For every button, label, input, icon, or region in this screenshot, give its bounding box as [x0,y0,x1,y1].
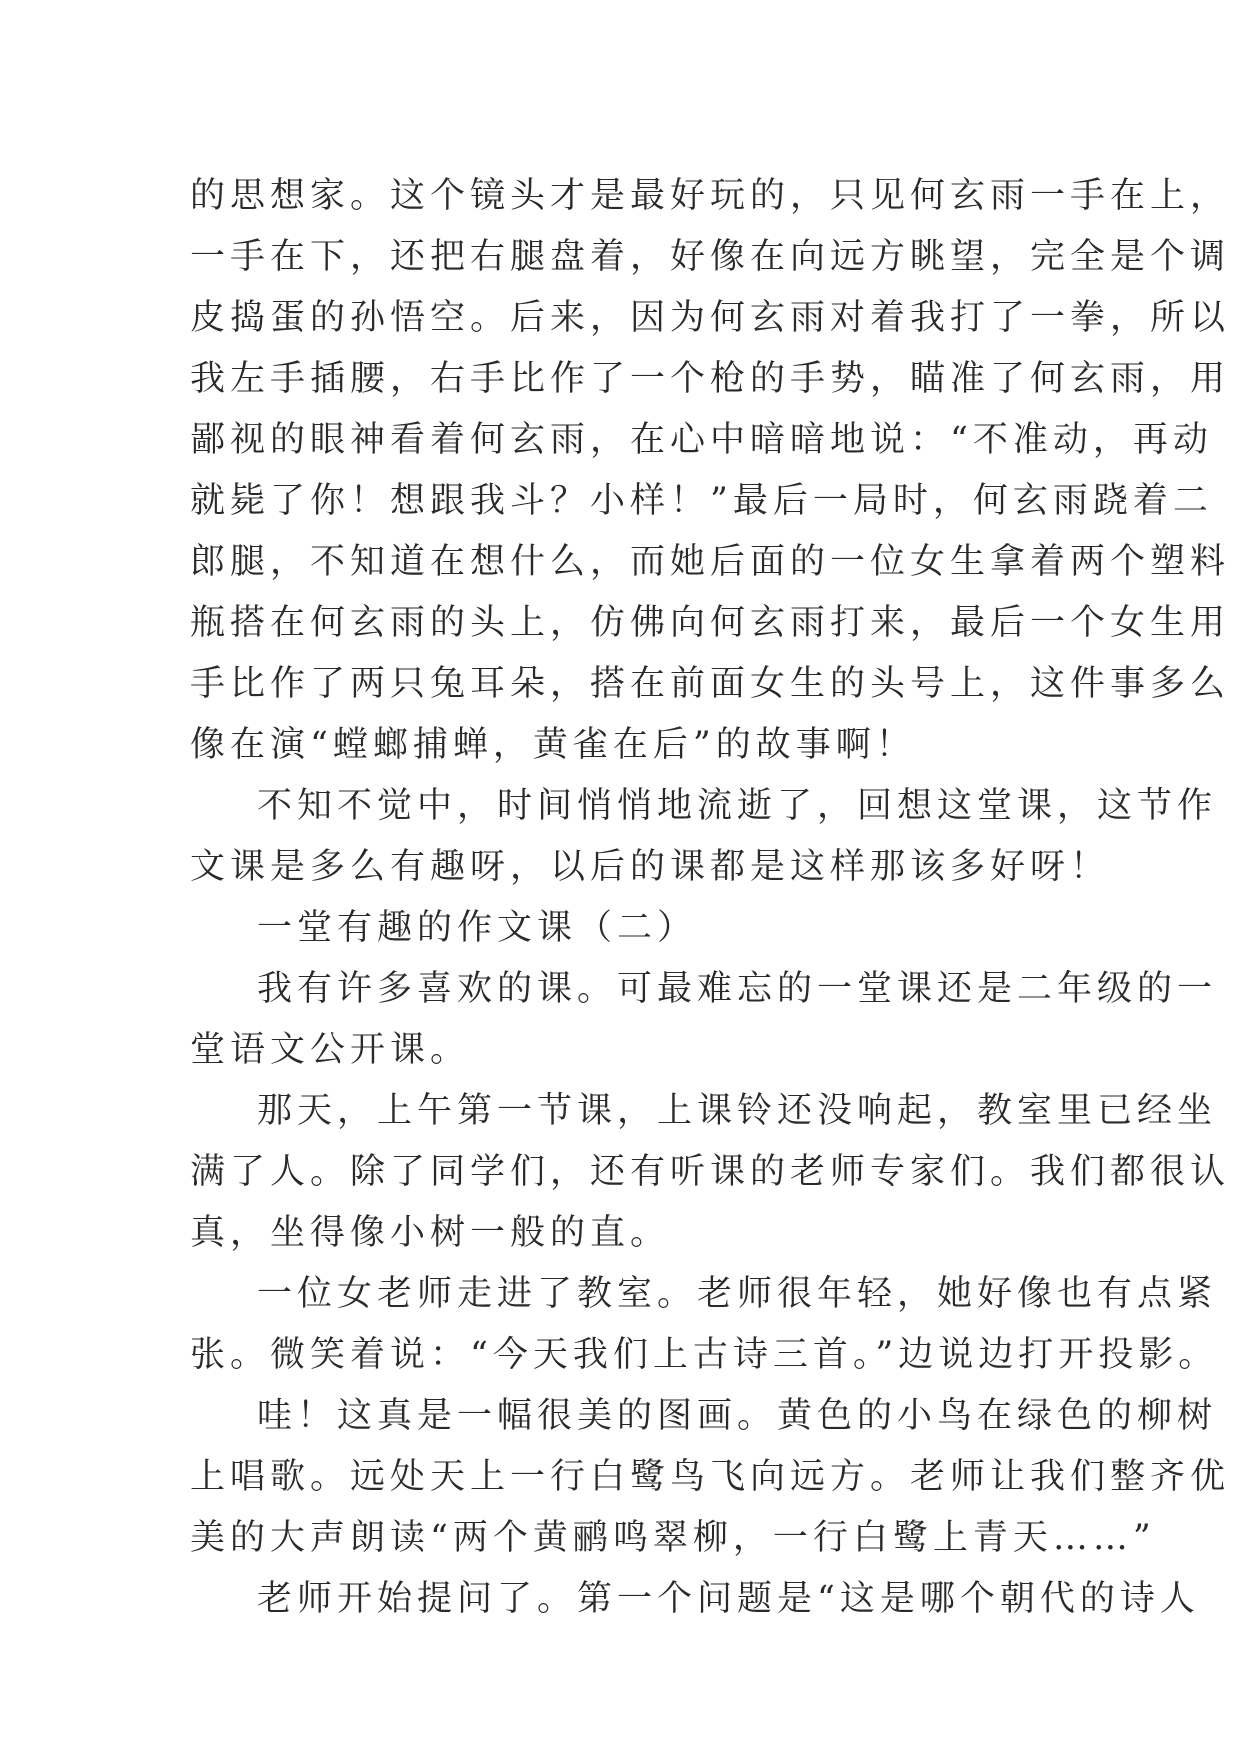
text-line: 堂语文公开课。 [190,1030,471,1070]
text-line: 的思想家。这个镜头才是最好玩的，只见何玄雨一手在上， [190,176,1231,216]
text-line: 上唱歌。远处天上一行白鹭鸟飞向远方。老师让我们整齐优 [190,1457,1231,1497]
text-line: 皮捣蛋的孙悟空。后来，因为何玄雨对着我打了一拳，所以 [190,298,1231,338]
text-line: 鄙视的眼神看着何玄雨，在心中暗暗地说：“不准动，再动 [190,420,1213,460]
document-body [190,166,1231,1630]
text-line: 郎腿，不知道在想什么，而她后面的一位女生拿着两个塑料 [190,542,1231,582]
paragraph-start-line: 哇！这真是一幅很美的图画。黄色的小鸟在绿色的柳树 [257,1396,1218,1436]
text-line: 真，坐得像小树一般的直。 [190,1213,671,1253]
paragraph-start-line: 一位女老师走进了教室。老师很年轻，她好像也有点紧 [257,1274,1218,1314]
text-line: 一手在下，还把右腿盘着，好像在向远方眺望，完全是个调 [190,237,1231,277]
paragraph-start-line: 我有许多喜欢的课。可最难忘的一堂课还是二年级的一 [257,969,1218,1009]
paragraph-start-line: 那天，上午第一节课，上课铃还没响起，教室里已经坐 [257,1091,1218,1131]
text-line: 美的大声朗读“两个黄鹂鸣翠柳，一行白鹭上青天……” [190,1518,1156,1558]
text-line: 像在演“螳螂捕蝉，黄雀在后”的故事啊！ [190,725,916,765]
section-heading: 一堂有趣的作文课（二） [257,908,698,948]
paragraph-start-line: 不知不觉中，时间悄悄地流逝了，回想这堂课，这节作 [257,786,1218,826]
text-line: 手比作了两只兔耳朵，搭在前面女生的头号上，这件事多么 [190,664,1231,704]
paragraph-start-line: 老师开始提问了。第一个问题是“这是哪个朝代的诗人 [257,1579,1200,1619]
text-line: 文课是多么有趣呀，以后的课都是这样那该多好呀！ [190,847,1111,887]
text-line: 瓶搭在何玄雨的头上，仿佛向何玄雨打来，最后一个女生用 [190,603,1231,643]
text-line: 我左手插腰，右手比作了一个枪的手势，瞄准了何玄雨，用 [190,359,1231,399]
text-line: 张。微笑着说：“今天我们上古诗三首。”边说边打开投影。 [190,1335,1219,1375]
text-line: 就毙了你！想跟我斗？小样！”最后一局时，何玄雨跷着二 [190,481,1213,521]
text-line: 满了人。除了同学们，还有听课的老师专家们。我们都很认 [190,1152,1231,1192]
